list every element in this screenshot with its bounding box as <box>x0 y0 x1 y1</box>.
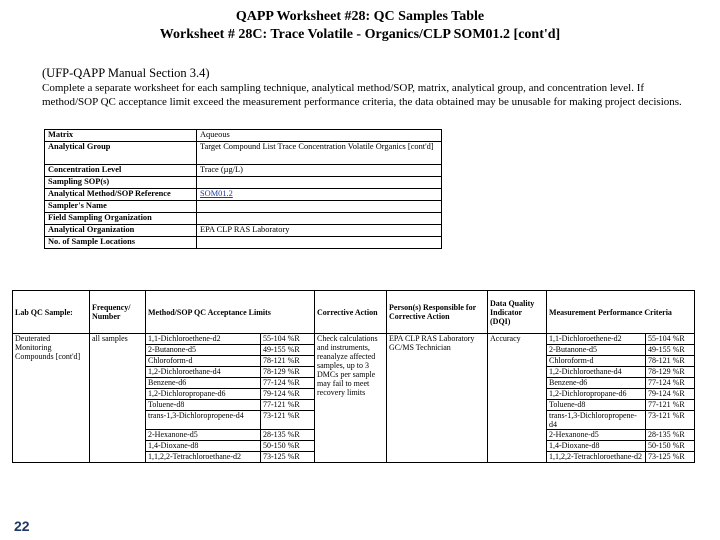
method-compound: 1,2-Dichloroethane-d4 <box>146 367 261 378</box>
matrix-row-value <box>197 213 442 225</box>
mpc-limit: 55-104 %R <box>646 334 695 345</box>
mpc-compound: Benzene-d6 <box>547 378 646 389</box>
method-limit: 73-121 %R <box>261 411 315 430</box>
method-compound: 1,2-Dichloropropane-d6 <box>146 389 261 400</box>
method-limit: 28-135 %R <box>261 430 315 441</box>
worksheet-subtitle: Worksheet # 28C: Trace Volatile - Organics/CLP SOM01.2 [cont'd] <box>159 27 561 42</box>
method-compound: 1,1,2,2-Tetrachloroethane-d2 <box>146 452 261 463</box>
method-compound: Benzene-d6 <box>146 378 261 389</box>
dqi-cell: Accuracy <box>488 334 547 463</box>
header-measurement-criteria: Measurement Performance Criteria <box>547 291 695 334</box>
mpc-limit: 49-155 %R <box>646 345 695 356</box>
matrix-row <box>45 225 442 237</box>
qc-table-row <box>13 334 695 345</box>
matrix-row-label: Analytical Group <box>45 142 197 165</box>
matrix-row <box>45 177 442 189</box>
matrix-row-label: Concentration Level <box>45 165 197 177</box>
method-limit: 78-129 %R <box>261 367 315 378</box>
persons-responsible-cell: EPA CLP RAS Laboratory GC/MS Technician <box>387 334 488 463</box>
method-limit: 79-124 %R <box>261 389 315 400</box>
worksheet-title: QAPP Worksheet #28: QC Samples Table <box>235 9 485 24</box>
instructions-paragraph: Complete a separate worksheet for each sampling technique, analytical method/SOP, matrix, analytical group, and concentration level. If method/SOP QC acceptance limit exceed the measurement performance criteria, the data obtained may be unusable for making project decisions. <box>42 82 682 108</box>
mpc-compound: 1,4-Dioxane-d8 <box>547 441 646 452</box>
matrix-row-label: Field Sampling Organization <box>45 213 197 225</box>
method-limit: 50-150 %R <box>261 441 315 452</box>
mpc-limit: 50-150 %R <box>646 441 695 452</box>
mpc-limit: 28-135 %R <box>646 430 695 441</box>
method-limit: 77-121 %R <box>261 400 315 411</box>
qc-header-row <box>13 291 695 334</box>
matrix-row-label: Matrix <box>45 130 197 142</box>
method-compound: 1,4-Dioxane-d8 <box>146 441 261 452</box>
header-corrective-action: Corrective Action <box>315 291 387 334</box>
mpc-compound: Toluene-d8 <box>547 400 646 411</box>
mpc-limit: 73-125 %R <box>646 452 695 463</box>
method-limit: 73-125 %R <box>261 452 315 463</box>
header-persons-responsible: Person(s) Responsible for Corrective Action <box>387 291 488 334</box>
matrix-row-label: Analytical Organization <box>45 225 197 237</box>
matrix-row-label: Analytical Method/SOP Reference <box>45 189 197 201</box>
header-dqi: Data Quality Indicator (DQI) <box>488 291 547 334</box>
matrix-row-value[interactable] <box>197 189 442 201</box>
method-compound: 2-Butanone-d5 <box>146 345 261 356</box>
matrix-row <box>45 213 442 225</box>
header-method-limits: Method/SOP QC Acceptance Limits <box>146 291 315 334</box>
method-limit: 55-104 %R <box>261 334 315 345</box>
mpc-limit: 78-129 %R <box>646 367 695 378</box>
matrix-row-value: EPA CLP RAS Laboratory <box>197 225 442 237</box>
mpc-compound: 2-Butanone-d5 <box>547 345 646 356</box>
mpc-compound: 1,1,2,2-Tetrachloroethane-d2 <box>547 452 646 463</box>
mpc-limit: 79-124 %R <box>646 389 695 400</box>
mpc-compound: 1,2-Dichloropropane-d6 <box>547 389 646 400</box>
matrix-row <box>45 142 442 165</box>
page-number: 22 <box>14 518 30 534</box>
method-limit: 49-155 %R <box>261 345 315 356</box>
method-reference-link[interactable]: SOM01.2 <box>200 189 233 198</box>
mpc-compound: trans-1,3-Dichloropropene-d4 <box>547 411 646 430</box>
matrix-row <box>45 201 442 213</box>
method-compound: Chloroform-d <box>146 356 261 367</box>
lab-qc-sample-cell: Deuterated Monitoring Compounds [cont'd] <box>13 334 90 463</box>
matrix-row <box>45 130 442 142</box>
section-reference: (UFP-QAPP Manual Section 3.4) <box>42 66 210 80</box>
corrective-action-cell: Check calculations and instruments, reanalyze affected samples, up to 3 DMCs per sample may fail to meet recovery limits <box>315 334 387 463</box>
method-compound: 2-Hexanone-d5 <box>146 430 261 441</box>
method-compound: trans-1,3-Dichloropropene-d4 <box>146 411 261 430</box>
matrix-row <box>45 189 442 201</box>
matrix-row-value <box>197 237 442 249</box>
matrix-row <box>45 237 442 249</box>
matrix-row-label: Sampling SOP(s) <box>45 177 197 189</box>
method-limit: 77-124 %R <box>261 378 315 389</box>
mpc-compound: Chloroform-d <box>547 356 646 367</box>
matrix-row-label: Sampler's Name <box>45 201 197 213</box>
matrix-row-value: Target Compound List Trace Concentration Volatile Organics [cont'd] <box>197 142 442 165</box>
mpc-compound: 1,1-Dichloroethene-d2 <box>547 334 646 345</box>
method-compound: Toluene-d8 <box>146 400 261 411</box>
mpc-limit: 77-124 %R <box>646 378 695 389</box>
matrix-row <box>45 165 442 177</box>
frequency-cell: all samples <box>90 334 146 463</box>
matrix-row-value: Trace (µg/L) <box>197 165 442 177</box>
header-frequency: Frequency/ Number <box>90 291 146 334</box>
mpc-limit: 78-121 %R <box>646 356 695 367</box>
qc-samples-table <box>12 290 695 463</box>
method-compound: 1,1-Dichloroethene-d2 <box>146 334 261 345</box>
method-limit: 78-121 %R <box>261 356 315 367</box>
matrix-info-table <box>44 129 442 249</box>
mpc-limit: 77-121 %R <box>646 400 695 411</box>
matrix-row-label: No. of Sample Locations <box>45 237 197 249</box>
matrix-row-value <box>197 177 442 189</box>
header-lab-qc-sample: Lab QC Sample: <box>13 291 90 334</box>
matrix-row-value: Aqueous <box>197 130 442 142</box>
mpc-compound: 2-Hexanone-d5 <box>547 430 646 441</box>
mpc-compound: 1,2-Dichloroethane-d4 <box>547 367 646 378</box>
mpc-limit: 73-121 %R <box>646 411 695 430</box>
matrix-row-value <box>197 201 442 213</box>
